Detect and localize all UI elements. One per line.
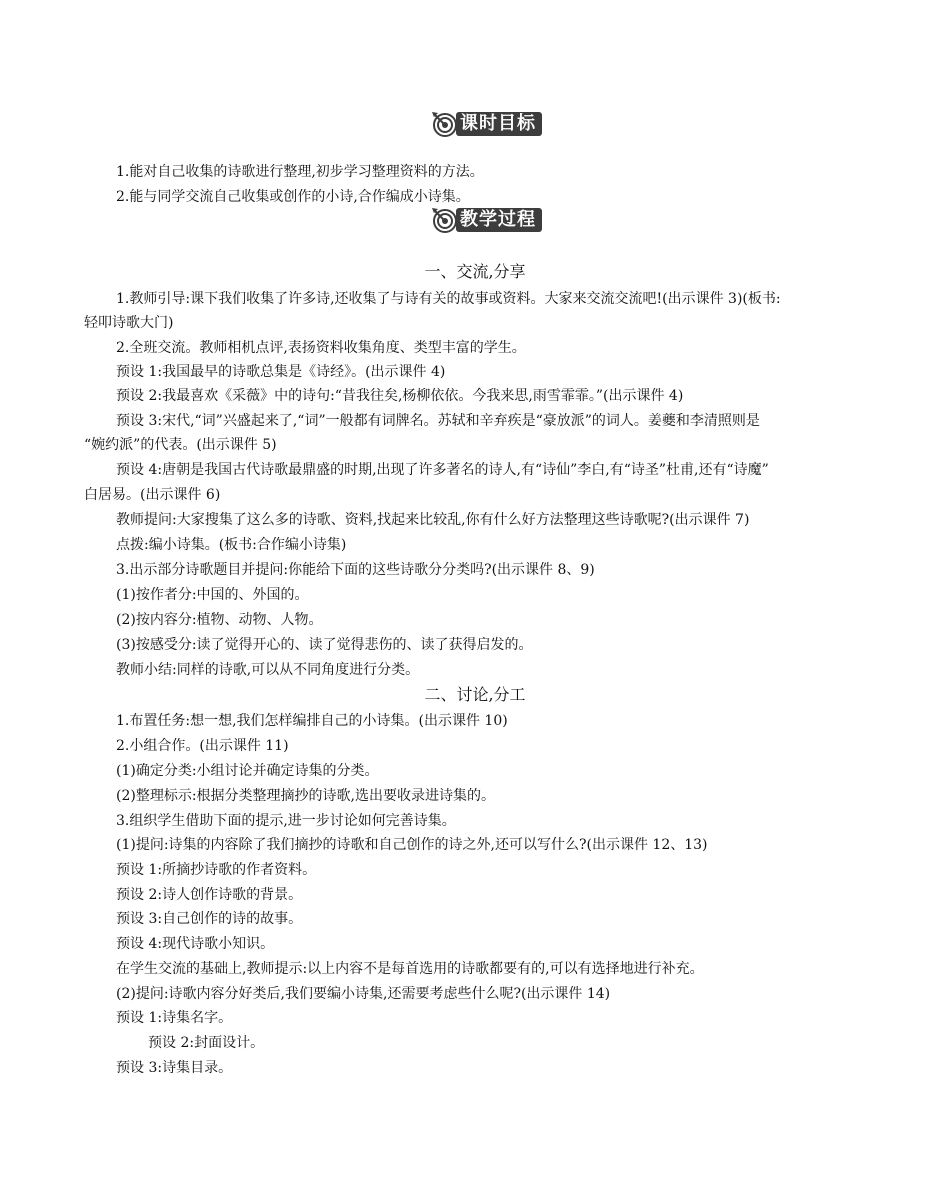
body-line: 预设 4:现代诗歌小知识。 bbox=[116, 936, 275, 952]
body-line: 预设 1:诗集名字。 bbox=[116, 1010, 233, 1026]
body-line: 点拨:编小诗集。(板书:合作编小诗集) bbox=[116, 537, 347, 553]
body-line: 在学生交流的基础上,教师提示:以上内容不是每首选用的诗歌都要有的,可以有选择地进行补充。 bbox=[116, 961, 704, 977]
body-line: 2.全班交流。教师相机点评,表扬资料收集角度、类型丰富的学生。 bbox=[116, 340, 526, 356]
body-line: 预设 2:我最喜欢《采薇》中的诗句:“昔我往矣,杨柳依依。今我来思,雨雪霏霏。”(出示课件 4) bbox=[116, 388, 684, 404]
lesson-goal-title: 课时目标 bbox=[456, 112, 542, 136]
body-line: 2.小组合作。(出示课件 11) bbox=[116, 738, 289, 754]
body-line: (1)提问:诗集的内容除了我们摘抄的诗歌和自己创作的诗之外,还可以写什么?(出示课件 12、13) bbox=[116, 837, 708, 853]
body-line: 预设 1:我国最早的诗歌总集是《诗经》。(出示课件 4) bbox=[116, 364, 446, 380]
body-line: (2)按内容分:植物、动物、人物。 bbox=[116, 612, 323, 628]
body-line: (3)按感受分:读了觉得开心的、读了觉得悲伤的、读了获得启发的。 bbox=[116, 637, 533, 653]
body-line: 预设 2:封面设计。 bbox=[148, 1035, 265, 1051]
section-heading: 二、讨论,分工 bbox=[424, 685, 526, 704]
target-icon bbox=[432, 207, 458, 233]
body-line: (2)整理标示:根据分类整理摘抄的诗歌,选出要收录进诗集的。 bbox=[116, 788, 495, 804]
body-line: 3.组织学生借助下面的提示,进一步讨论如何完善诗集。 bbox=[116, 813, 456, 829]
section-heading: 一、交流,分享 bbox=[424, 262, 526, 281]
body-line: 1.布置任务:想一想,我们怎样编排自己的小诗集。(出示课件 10) bbox=[116, 713, 508, 729]
body-line: (1)按作者分:中国的、外国的。 bbox=[116, 587, 309, 603]
lesson-goal-badge bbox=[432, 110, 542, 138]
body-line: 轻叩诗歌大门) bbox=[84, 315, 174, 331]
body-line: 预设 2:诗人创作诗歌的背景。 bbox=[116, 887, 303, 903]
body-line: 教师小结:同样的诗歌,可以从不同角度进行分类。 bbox=[116, 662, 420, 678]
body-line: 预设 3:诗集目录。 bbox=[116, 1060, 233, 1076]
body-line: 预设 1:所摘抄诗歌的作者资料。 bbox=[116, 862, 317, 878]
body-line: 1.教师引导:课下我们收集了许多诗,还收集了与诗有关的故事或资料。大家来交流交流吧!(出示课件 3)(板书: bbox=[116, 291, 781, 307]
goal-line: 2.能与同学交流自己收集或创作的小诗,合作编成小诗集。 bbox=[116, 189, 470, 205]
body-line: 预设 4:唐朝是我国古代诗歌最鼎盛的时期,出现了许多著名的诗人,有“诗仙”李白,有“诗圣”杜甫,还有“诗魔” bbox=[116, 462, 769, 478]
body-line: “婉约派”的代表。(出示课件 5) bbox=[84, 437, 277, 453]
body-line: 白居易。(出示课件 6) bbox=[84, 487, 221, 503]
body-line: (1)确定分类:小组讨论并确定诗集的分类。 bbox=[116, 763, 379, 779]
body-line: 教师提问:大家搜集了这么多的诗歌、资料,找起来比较乱,你有什么好方法整理这些诗歌呢?(出示课件 7) bbox=[116, 512, 750, 528]
body-line: 预设 3:自己创作的诗的故事。 bbox=[116, 911, 303, 927]
body-line: (2)提问:诗歌内容分好类后,我们要编小诗集,还需要考虑些什么呢?(出示课件 14) bbox=[116, 986, 611, 1002]
teaching-process-title: 教学过程 bbox=[456, 208, 542, 232]
target-icon bbox=[432, 111, 458, 137]
teaching-process-badge bbox=[432, 206, 542, 234]
goal-line: 1.能对自己收集的诗歌进行整理,初步学习整理资料的方法。 bbox=[116, 164, 484, 180]
body-line: 3.出示部分诗歌题目并提问:你能给下面的这些诗歌分分类吗?(出示课件 8、9) bbox=[116, 562, 595, 578]
body-line: 预设 3:宋代,“词”兴盛起来了,“词”一般都有词牌名。苏轼和辛弃疾是“豪放派”的词人。姜夔和李清照则是 bbox=[116, 413, 760, 429]
